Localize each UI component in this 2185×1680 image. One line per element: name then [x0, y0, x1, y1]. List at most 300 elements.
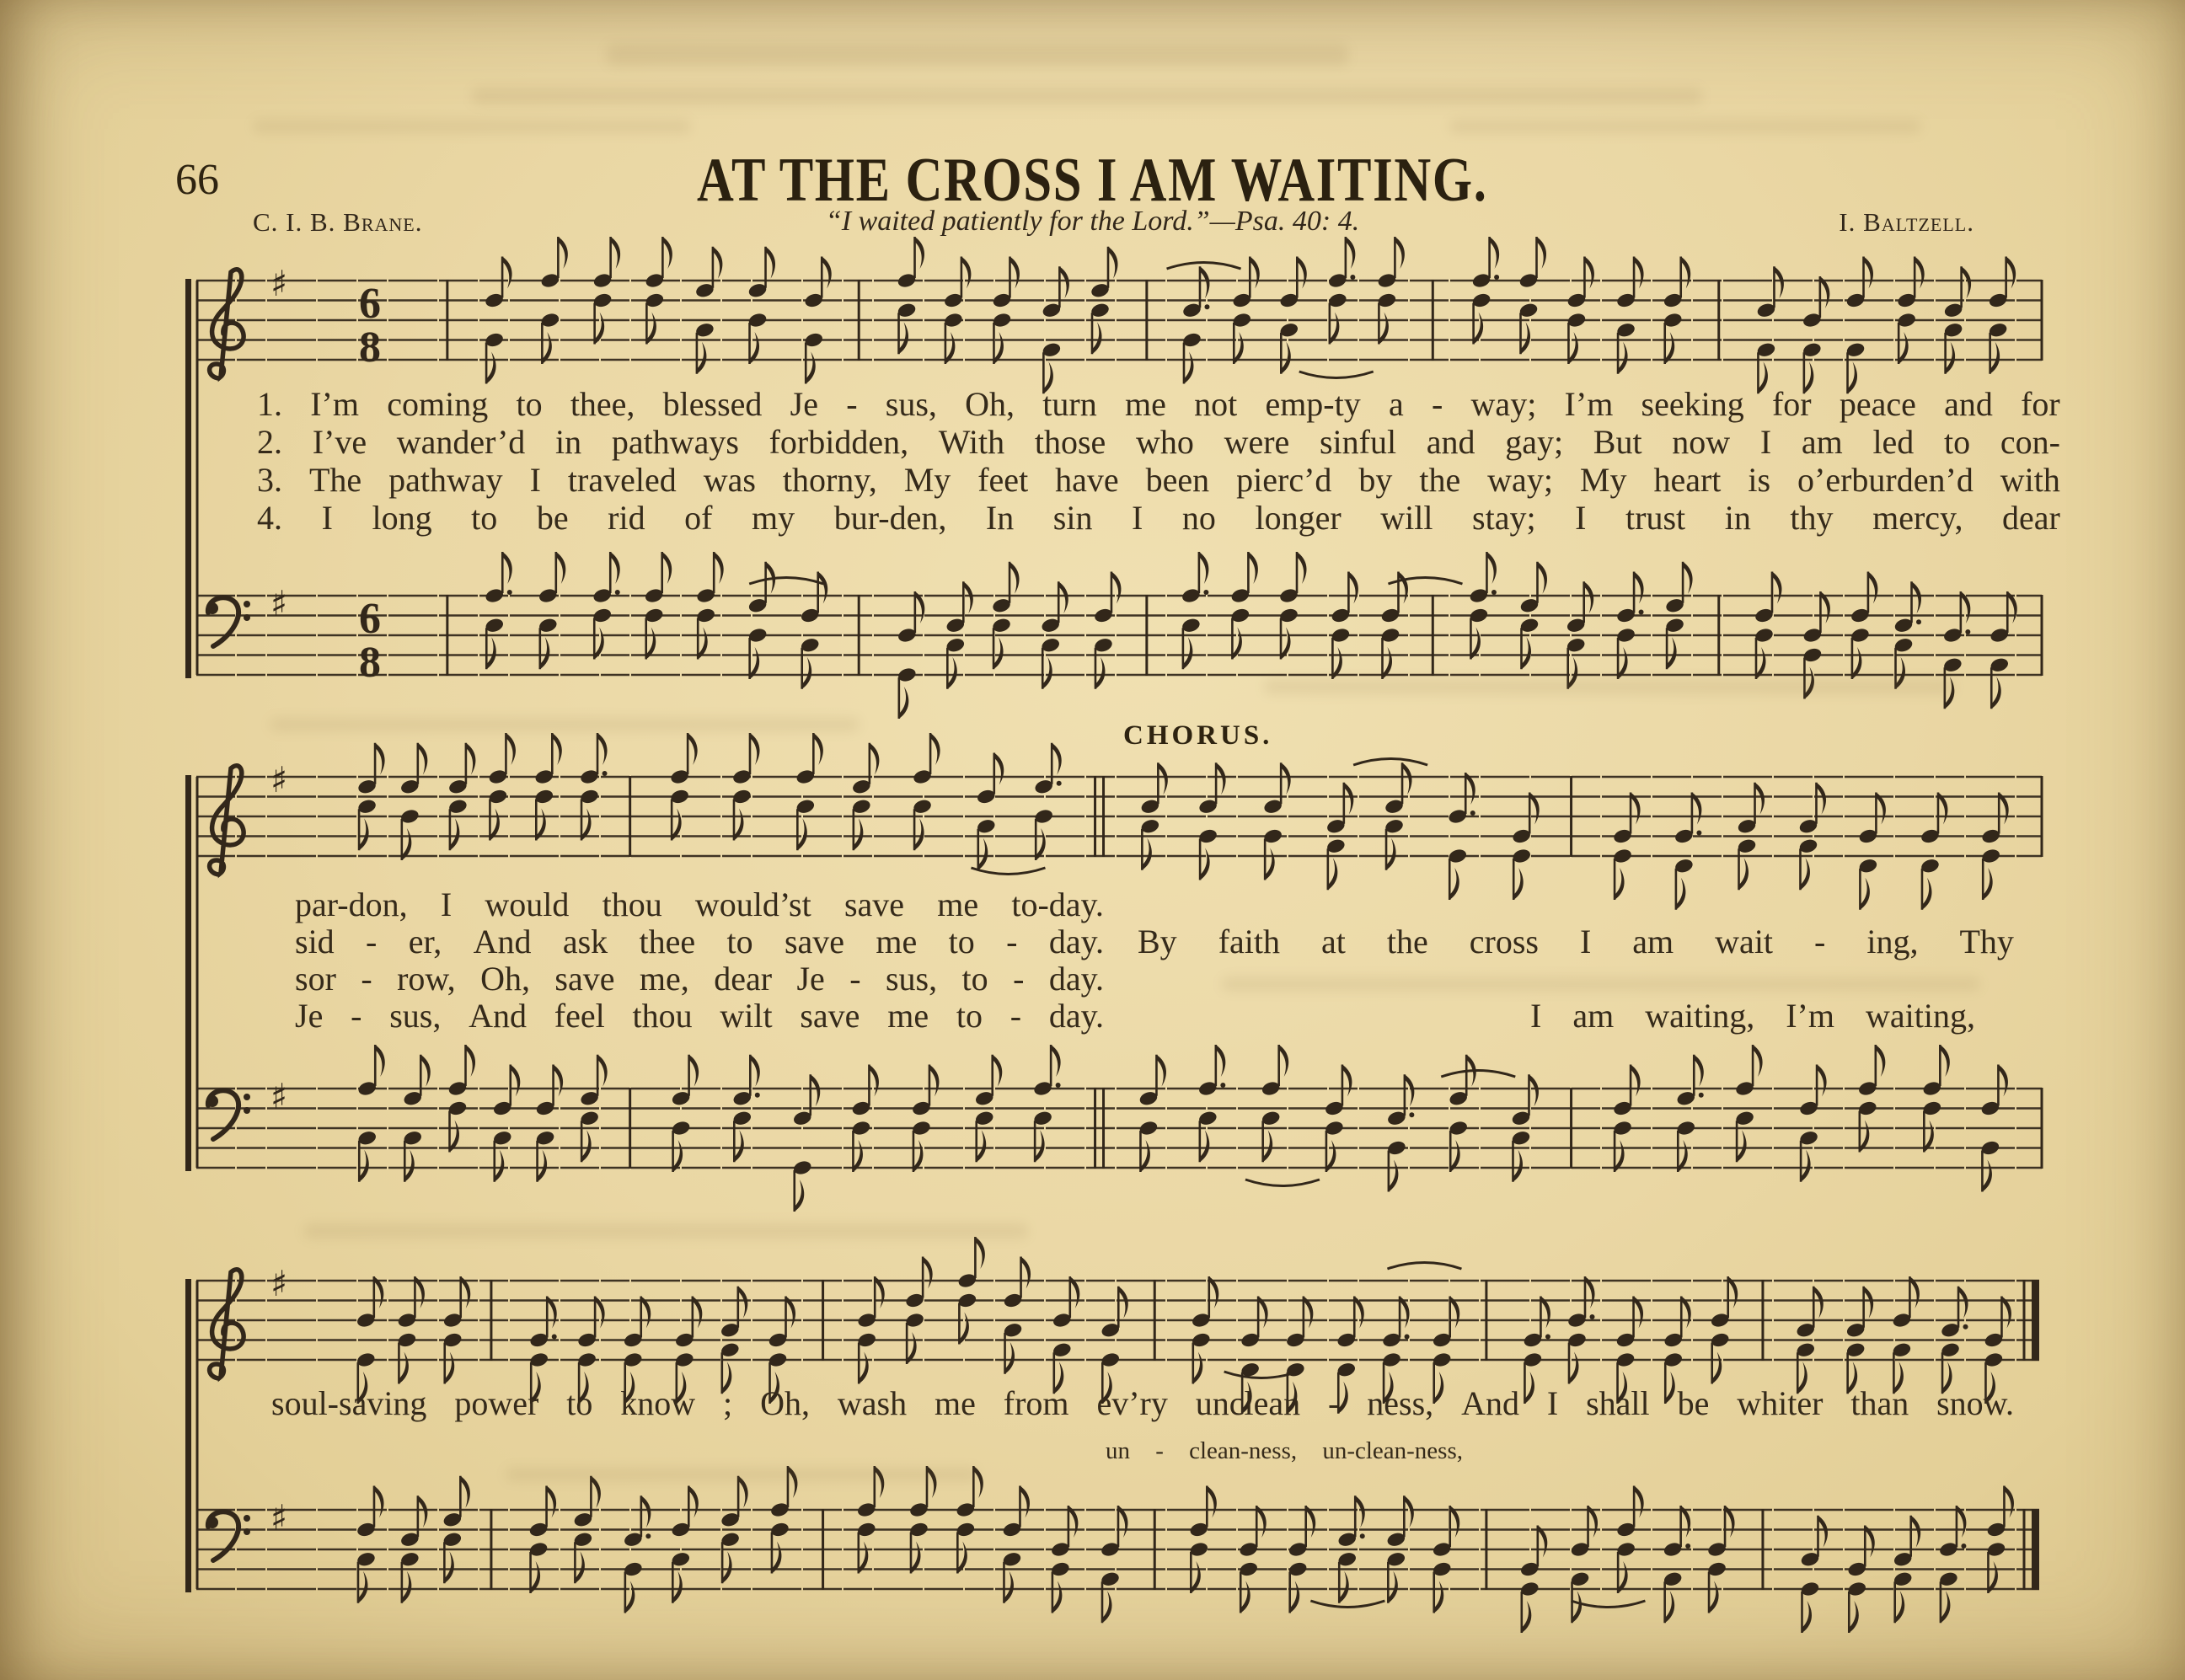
- lyric-word: -: [361, 960, 372, 998]
- lyric-word: I’ve: [312, 423, 367, 461]
- note-chord: [731, 733, 759, 841]
- note-chord: [1990, 591, 2017, 709]
- note-chord: [1052, 1276, 1079, 1394]
- lyric-word: to: [516, 385, 543, 423]
- lyric-word: no: [1181, 499, 1216, 537]
- lyric-word: -: [1814, 923, 1826, 960]
- note-chord: [1191, 1276, 1218, 1384]
- lyric-word: Oh,: [480, 960, 530, 998]
- lyric-word: trust: [1625, 499, 1686, 537]
- page-number: 66: [175, 156, 219, 204]
- lyric-word: by: [1358, 461, 1393, 499]
- lyric-word: sinful: [1319, 423, 1397, 461]
- lyric-word: Je: [790, 385, 818, 423]
- note-chord: [1566, 257, 1594, 365]
- lyric-word: un: [1106, 1437, 1130, 1464]
- note-chord: [1261, 1045, 1288, 1162]
- note-chord: [1676, 1055, 1704, 1172]
- key-signature-sharp-icon: ♯: [270, 759, 288, 800]
- slur-arc: [749, 578, 823, 585]
- lyric-word: But: [1593, 423, 1642, 461]
- note-chord: [1189, 1486, 1217, 1594]
- note-chord: [976, 753, 1004, 870]
- lyric-word: waiting,: [1645, 997, 1755, 1035]
- note-chord: [1858, 793, 1886, 910]
- lyric-word: not: [1194, 385, 1238, 423]
- time-signature-top: 6: [359, 280, 381, 328]
- lyric-word: un-clean-ness,: [1322, 1437, 1463, 1464]
- lyric-word: with: [2000, 461, 2060, 499]
- lyric-word: from: [1003, 1384, 1069, 1422]
- lyric-word: save: [554, 960, 615, 998]
- note-chord: [1798, 1065, 1826, 1182]
- lyric-word: day.: [1048, 923, 1104, 960]
- lyric-word: I: [1132, 499, 1143, 537]
- lyric-word: to-day.: [1011, 885, 1104, 923]
- lyric-word: and: [1944, 385, 1993, 423]
- note-chord: [356, 1486, 383, 1603]
- note-chord: [1050, 1506, 1078, 1613]
- lyric-word: 1.: [257, 385, 282, 423]
- slur-arc: [1387, 1263, 1461, 1270]
- note-chord: [1612, 793, 1640, 901]
- lyric-word: -: [1013, 960, 1025, 998]
- note-chord: [1518, 237, 1546, 354]
- time-signature-top: 6: [359, 595, 381, 643]
- lyric-word: in: [555, 423, 582, 461]
- note-chord: [1377, 237, 1405, 345]
- bass-staff: [196, 1466, 2039, 1633]
- page-title-text: AT THE CROSS I AM WAITING.: [697, 146, 1488, 215]
- lyric-word: led: [1872, 423, 1915, 461]
- lyric-word: been: [1145, 461, 1210, 499]
- note-chord: [1663, 257, 1690, 365]
- lyric-word: thee,: [570, 385, 635, 423]
- note-chord: [1197, 1045, 1225, 1162]
- lyric-word: traveled: [567, 461, 677, 499]
- bass-clef-dot: [244, 1528, 250, 1535]
- lyric-word: thou: [602, 885, 662, 923]
- lyric-word: And: [473, 923, 532, 960]
- bass-staff: [196, 1045, 2042, 1212]
- lyric-word: shall: [1586, 1384, 1650, 1422]
- lyric-word: me: [1124, 385, 1166, 423]
- note-chord: [1033, 743, 1061, 860]
- author-credit: C. I. B. Brane.: [253, 207, 423, 237]
- note-chord: [485, 552, 512, 669]
- note-chord: [1802, 276, 1829, 393]
- lyric-word: ask: [562, 923, 608, 960]
- note-chord: [1471, 237, 1499, 345]
- lyric-word: to: [1944, 423, 1971, 461]
- note-chord: [956, 1466, 983, 1574]
- lyric-word: sus,: [885, 960, 938, 998]
- lyric-word: would: [485, 885, 570, 923]
- note-chord: [592, 552, 620, 660]
- lyric-word: would’st: [694, 885, 811, 923]
- lyric-word: I: [1546, 1384, 1559, 1422]
- lyric-word: was: [703, 461, 756, 499]
- note-chord: [1230, 552, 1258, 660]
- lyric-word: now: [1672, 423, 1731, 461]
- lyric-word: and: [1426, 423, 1475, 461]
- note-chord: [911, 1065, 939, 1173]
- lyric-word: -: [1155, 1437, 1164, 1464]
- lyric-word: save: [843, 885, 905, 923]
- note-chord: [1512, 793, 1540, 901]
- chorus-lyric-line-3: [295, 959, 1104, 998]
- lyric-word: wilt: [720, 997, 773, 1035]
- lyric-word: rid: [608, 499, 645, 537]
- lyric-word: snow.: [1936, 1384, 2014, 1422]
- note-chord: [1278, 552, 1306, 660]
- lyric-word: -: [846, 385, 858, 423]
- note-chord: [1986, 1486, 2014, 1594]
- lyric-word: to: [956, 997, 983, 1035]
- note-chord: [943, 257, 971, 365]
- slur-arc: [1441, 1071, 1515, 1078]
- key-signature-sharp-icon: ♯: [270, 263, 288, 304]
- lyric-word: were: [1224, 423, 1290, 461]
- note-chord: [1327, 237, 1355, 345]
- lyric-word: Oh,: [760, 1384, 810, 1422]
- slur-arc: [1310, 1601, 1384, 1608]
- lyric-word: pierc’d: [1236, 461, 1332, 499]
- lyric-word: My: [903, 461, 951, 499]
- note-chord: [447, 1045, 475, 1153]
- lyric-word: am: [1632, 923, 1674, 960]
- note-chord: [1706, 1506, 1734, 1613]
- lyric-word: I: [1579, 923, 1592, 960]
- note-chord: [1093, 572, 1121, 689]
- note-chord: [1754, 572, 1781, 680]
- note-chord: [1432, 1506, 1459, 1613]
- lyric-word: be: [1677, 1384, 1710, 1422]
- lyric-word: will: [1380, 499, 1433, 537]
- lyric-word: seeking: [1641, 385, 1744, 423]
- note-chord: [534, 733, 562, 841]
- treble-clef-icon: [210, 766, 244, 875]
- lyric-word: feet: [977, 461, 1029, 499]
- note-chord: [399, 743, 427, 860]
- slur-arc: [1167, 263, 1241, 270]
- note-chord: [769, 1466, 797, 1574]
- lyric-word: I: [1530, 997, 1542, 1035]
- lyric-word: be: [536, 499, 569, 537]
- note-chord: [1734, 1045, 1762, 1162]
- lyric-word: a: [1388, 385, 1404, 423]
- lyric-word: to: [471, 499, 498, 537]
- lyric-word: to: [948, 923, 975, 960]
- slur-arc: [1353, 759, 1427, 766]
- bass-clef-dot: [244, 1515, 250, 1522]
- bass-clef-dot: [244, 614, 250, 621]
- lyric-word: power: [454, 1384, 539, 1422]
- treble-staff: [196, 237, 2042, 393]
- note-chord: [1988, 257, 2016, 374]
- note-chord: [792, 1074, 820, 1212]
- note-chord: [1138, 1055, 1166, 1172]
- final-barline-thick: [2032, 1280, 2039, 1361]
- lyric-word: at: [1321, 923, 1346, 960]
- lyric-word: By: [1138, 923, 1177, 960]
- note-chord: [1980, 793, 2008, 901]
- lyric-word: pathway: [388, 461, 503, 499]
- lyric-word: dear: [714, 960, 773, 998]
- bass-clef-dot: [244, 1094, 250, 1100]
- final-echo-line: [1106, 1437, 1463, 1465]
- note-chord: [695, 552, 723, 660]
- lyric-word: am: [1572, 997, 1615, 1035]
- verse-line-1: [257, 384, 2060, 424]
- note-chord: [403, 1055, 431, 1182]
- lyric-word: And: [469, 997, 527, 1035]
- note-chord: [1262, 762, 1290, 880]
- lyric-word: The: [308, 461, 362, 499]
- lyric-word: who: [1135, 423, 1194, 461]
- note-chord: [1181, 552, 1208, 669]
- lyric-word: -: [1009, 997, 1022, 1035]
- note-chord: [1892, 1276, 1920, 1394]
- note-chord: [1800, 1516, 1828, 1633]
- note-chord: [535, 1065, 563, 1182]
- verse-line-2: [257, 422, 2060, 462]
- note-chord: [1002, 1486, 1030, 1603]
- note-chord: [1847, 1526, 1875, 1634]
- treble-staff: [196, 733, 2042, 910]
- note-chord: [1615, 1486, 1643, 1594]
- slur-arc: [1571, 1601, 1645, 1608]
- note-chord: [1756, 266, 1784, 393]
- lyric-word: And: [1461, 1384, 1519, 1422]
- system-bracket: [185, 279, 191, 678]
- note-chord: [1612, 1065, 1640, 1173]
- lyric-word: way;: [1487, 461, 1553, 499]
- note-chord: [671, 1486, 699, 1603]
- lyric-word: soul-saving: [271, 1384, 427, 1422]
- note-chord: [1710, 1276, 1738, 1384]
- note-chord: [1938, 1506, 1966, 1623]
- lyric-word: of: [684, 499, 713, 537]
- lyric-word: gay;: [1505, 423, 1564, 461]
- slur-arc: [971, 868, 1045, 875]
- lyric-word: stay;: [1472, 499, 1536, 537]
- scripture-quote: “I waited patiently for the Lord.”—Psa. 40: 4.: [825, 206, 1360, 237]
- lyric-word: my: [752, 499, 795, 537]
- chorus-echo-line: [1530, 996, 1975, 1035]
- note-chord: [579, 733, 607, 841]
- chorus-lyric-line-1: [295, 885, 1104, 924]
- lyric-word: is: [1748, 461, 1771, 499]
- lyric-word: dear: [2002, 499, 2060, 537]
- lyric-word: bur-den,: [833, 499, 947, 537]
- lyric-word: thorny,: [782, 461, 877, 499]
- note-chord: [856, 1466, 884, 1574]
- lyric-word: sus,: [389, 997, 442, 1035]
- verse-line-3: [257, 460, 2060, 500]
- note-chord: [1386, 1074, 1414, 1191]
- system-bracket: [185, 1279, 191, 1592]
- system-bracket: [185, 775, 191, 1171]
- lyric-word: Thy: [1959, 923, 2014, 960]
- lyric-word: sid: [295, 923, 335, 960]
- lyric-word: for: [1771, 385, 1812, 423]
- note-chord: [592, 237, 620, 345]
- note-chord: [1850, 572, 1877, 680]
- lyric-word: My: [1579, 461, 1627, 499]
- lyric-word: blessed: [662, 385, 763, 423]
- lyric-word: wait: [1715, 923, 1774, 960]
- note-chord: [1331, 572, 1358, 680]
- lyric-word: longer: [1255, 499, 1342, 537]
- lyric-word: I’m: [310, 385, 359, 423]
- lyric-word: con-: [2000, 423, 2060, 461]
- note-chord: [492, 1065, 520, 1182]
- note-chord: [1920, 793, 1947, 910]
- lyric-word: faith: [1218, 923, 1280, 960]
- note-chord: [644, 552, 672, 660]
- note-chord: [897, 237, 924, 354]
- lyric-word: am: [1801, 423, 1843, 461]
- lyric-word: -: [1328, 1384, 1340, 1422]
- lyric-word: in: [1724, 499, 1751, 537]
- lyric-word: heart: [1653, 461, 1722, 499]
- lyric-word: know: [620, 1384, 696, 1422]
- lyric-word: With: [938, 423, 1005, 461]
- bass-clef-dot: [244, 601, 250, 607]
- note-chord: [1042, 266, 1069, 393]
- note-chord: [538, 552, 565, 669]
- lyric-word: I’m: [1786, 997, 1834, 1035]
- lyric-word: ness,: [1367, 1384, 1434, 1422]
- lyric-word: Oh,: [965, 385, 1015, 423]
- note-chord: [623, 1495, 651, 1613]
- time-signature-bottom: 8: [359, 324, 381, 372]
- lyric-word: 2.: [257, 423, 282, 461]
- note-chord: [904, 1257, 932, 1365]
- note-chord: [856, 1276, 884, 1384]
- note-chord: [1380, 572, 1408, 680]
- lyric-word: clean-ness,: [1189, 1437, 1298, 1464]
- note-chord: [528, 1486, 556, 1594]
- lyric-word: coming: [387, 385, 489, 423]
- note-chord: [694, 247, 722, 374]
- lyric-word: have: [1055, 461, 1119, 499]
- bass-staff: [196, 552, 2042, 719]
- lyric-word: the: [1419, 461, 1461, 499]
- note-chord: [912, 733, 940, 850]
- note-chord: [1100, 1506, 1127, 1623]
- lyric-word: the: [1386, 923, 1428, 960]
- lyric-word: me: [876, 923, 918, 960]
- lyric-word: pathways: [611, 423, 739, 461]
- lyric-word: save: [800, 997, 860, 1035]
- lyric-word: me: [887, 997, 929, 1035]
- note-chord: [645, 237, 672, 345]
- lyric-word: Je: [796, 960, 825, 998]
- lyric-word: mercy,: [1872, 499, 1963, 537]
- note-chord: [851, 1065, 879, 1173]
- note-chord: [1232, 257, 1260, 365]
- lyric-word: thy: [1790, 499, 1834, 537]
- lyric-word: Je: [295, 997, 324, 1035]
- lyric-word: sin: [1052, 499, 1093, 537]
- note-chord: [669, 733, 697, 841]
- lyric-word: I: [1759, 423, 1772, 461]
- lyric-word: cross: [1469, 923, 1539, 960]
- time-signature-bottom: 8: [359, 639, 381, 687]
- note-chord: [1802, 591, 1830, 699]
- lyric-word: turn: [1042, 385, 1097, 423]
- verse-line-4: [257, 498, 2060, 538]
- bass-clef-dot: [244, 1107, 250, 1114]
- note-chord: [1857, 1045, 1885, 1153]
- note-chord: [1519, 1526, 1547, 1634]
- chorus-lyric-line-2: [295, 922, 1104, 961]
- note-chord: [1032, 1045, 1060, 1162]
- lyric-word: waiting,: [1866, 997, 1975, 1035]
- slur-arc: [1299, 372, 1374, 378]
- lyric-word: to: [961, 960, 988, 998]
- lyric-word: In: [985, 499, 1015, 537]
- lyric-word: sor: [295, 960, 336, 998]
- key-signature-sharp-icon: ♯: [270, 1263, 288, 1304]
- lyric-word: me: [937, 885, 979, 923]
- note-chord: [1615, 572, 1643, 680]
- lyric-word: whiter: [1737, 1384, 1824, 1422]
- lyric-word: ing,: [1866, 923, 1919, 960]
- lyric-word: day.: [1048, 997, 1104, 1035]
- lyric-word: I: [440, 885, 453, 923]
- lyric-word: peace: [1839, 385, 1916, 423]
- note-chord: [1663, 1506, 1690, 1623]
- lyric-word: ;: [723, 1384, 733, 1422]
- note-chord: [442, 1276, 470, 1384]
- lyric-word: -: [1431, 385, 1443, 423]
- lyric-word: than: [1850, 1384, 1909, 1422]
- lyric-word: row,: [397, 960, 456, 998]
- note-chord: [1566, 1276, 1594, 1384]
- note-chord: [1197, 762, 1225, 880]
- note-chord: [1922, 1045, 1950, 1153]
- chorus-lyric-line-4: [295, 996, 1104, 1035]
- lyric-word: er,: [408, 923, 442, 960]
- treble-clef-icon: [210, 1270, 244, 1378]
- slur-arc: [1245, 1180, 1320, 1186]
- composer-credit: I. Baltzell.: [1839, 207, 1974, 237]
- key-signature-sharp-icon: ♯: [270, 1076, 288, 1117]
- note-chord: [957, 1237, 985, 1345]
- note-chord: [1674, 793, 1701, 910]
- lyric-word: emp-ty: [1265, 385, 1361, 423]
- lyric-word: -: [849, 960, 861, 998]
- lyric-word: thou: [632, 997, 693, 1035]
- lyric-word: I’m: [1564, 385, 1614, 423]
- lyric-word: for: [2021, 385, 2060, 423]
- lyric-word: to: [566, 1384, 593, 1422]
- lyric-word: 3.: [257, 461, 282, 499]
- lyric-word: o’erburden’d: [1797, 461, 1973, 499]
- lyric-word: wash: [837, 1384, 908, 1422]
- note-chord: [357, 1045, 385, 1182]
- treble-clef-icon: [210, 270, 244, 378]
- note-chord: [1279, 257, 1307, 374]
- lyric-word: 4.: [257, 499, 282, 537]
- key-signature-sharp-icon: ♯: [270, 583, 288, 624]
- lyric-word: way;: [1470, 385, 1537, 423]
- lyric-word: -: [1006, 923, 1018, 960]
- note-chord: [397, 1276, 425, 1384]
